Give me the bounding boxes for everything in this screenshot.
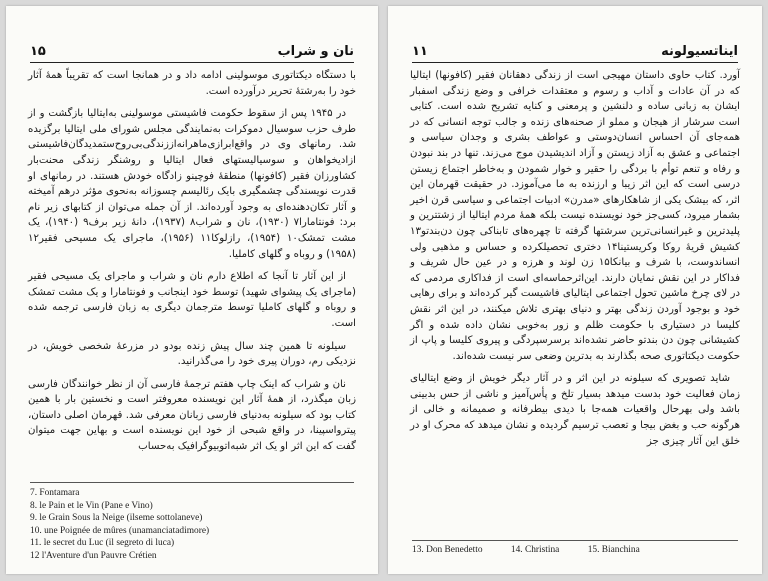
paragraph: شاید تصویری که سیلونه در این اثر و در آثار دیگر خویش از وضع ایتالیای زمان فعالیت خود بدست میدهد بسیار تلخ و پأس‌آمیز و ناشی از حس بدبینی باشد ولی بهرحال واقعیات همه‌جا با دیدی بیطرفانه و صمیمانه و خالی از هرگونه حب و بغض بیجا و تعصب ترسیم گردیده و نشان میدهد که محرک او در خلق این آثار چیزی جز (410, 373, 740, 447)
left-page-body (28, 68, 356, 462)
left-footnotes (30, 482, 354, 563)
footnote: 9. le Grain Sous la Neige (ilseme sottolaneve) (30, 513, 203, 524)
footnote: 8. le Pain et le Vin (Pane e Vino) (30, 500, 153, 511)
right-footnotes (412, 540, 738, 555)
paragraph: نان و شراب که اینک چاپ هفتم ترجمهٔ فارسی آن از نظر خوانندگان فارسی زبان میگذرد، از همهٔ آثار این نویسنده معروفتر است و نخستین بار با همین کتاب بود که سیلونه به‌دنیای فارسی زبانان معرفی شد. قهرمان اصلی داستان، پیترواسپینا، در واقع شبحی از خود این نویسنده است و بهاین جهت میتوان گفت که این اثر او یک اثر شبه‌اتوبیوگرافیک به‌حساب (28, 378, 356, 453)
footnote: 12 l'Aventure d'un Pauvre Crétien (30, 550, 157, 561)
paragraph: سیلونه تا همین چند سال پیش زنده بودو در مزرعهٔ شخصی خویش، در نزدیکی رم، دوران پیری خود را می‌گذرانید. (28, 340, 356, 368)
footnote: 11. le secret du Luc (il segreto di luca) (30, 538, 175, 549)
left-page-number: ۱۵ (30, 44, 46, 59)
right-page-body (410, 68, 740, 456)
footnote: 10. une Poignée de mûres (unamanciatadimore) (30, 525, 210, 536)
footnote: 15. Bianchina (587, 545, 640, 555)
left-page (6, 6, 378, 574)
right-page (388, 6, 762, 574)
paragraph: در ۱۹۴۵ پس از سقوط حکومت فاشیستی موسولینی به‌ایتالیا بازگشت و از طرف حزب سوسیال دموکرات به‌نمایندگی مجلس شورای ملی ایتالیا برگزیده شد. رمانهای وی در واقع‌ابرازی‌ماهرانه‌از‌زندگی‌بی‌روح‌ستمدیدگان‌فاشیستی ازادیخواهان و سوسیالیستهای فعال ایتالیا و روشنگر زندگی محنت‌بار کشاورزان فقیر (کافونها) منطقهٔ فوچینو زادگاه خودش هستند. در رمانهای او قدرت نویسندگی چشمگیری بایک رئالیسم چسوزانه به‌نحوی مؤثر درهم آمیخته و آثار تکان‌دهنده‌ای به وجود آورده‌اند. از آن جمله می‌توان از کتابهای زیر نام برد: فونتامارا۷ (۱۹۳۰)، نان و شراب۸ (۱۹۳۷)، دانهٔ زیر برف۹ (۱۹۴۰)، یک مشت تمشک۱۰ (۱۹۵۴)، رازلوکا۱۱ (۱۹۵۶)، ماجرای یک مسیحی فقیر۱۲ (۱۹۵۸) و روباه و گلهای کاملیا. (28, 108, 357, 260)
right-page-number: ۱۱ (412, 44, 428, 59)
paragraph: از این آثار تا آنجا که اطلاع دارم نان و شراب و ماجرای یک مسیحی فقیر (ماجرای یک پیشوای شهید) توسط خود اینجانب و فونتامارا و یک مشت تمشک و روباه و گلهای کاملیا توسط مترجمان دیگری به زبان فارسی ترجمه شده است. (28, 271, 356, 329)
paragraph: با دستگاه دیکتاتوری موسولینی ادامه داد و در همانجا است که تقریباً همهٔ آثار خود را به‌رشتهٔ تحریر درآورده است. (28, 70, 356, 97)
footnote: 14. Christina (510, 545, 560, 555)
left-page-header (30, 40, 354, 63)
footnote: 7. Fontamara (30, 488, 80, 498)
right-running-title: ایناتسیولونه (661, 44, 738, 59)
paragraph: آورد. کتاب حاوی داستان مهیجی است از زندگی دهقانان فقیر (کافونها) ایتالیا که در آن عادات و آداب و رسوم و معتقدات خرافی و وضع زندگی اسفبار ایشان به زبانی ساده و دلنشین و پرمعنی و کنایه تشریح شده است. کتابی است سرشار از هیجان و مملو از صحنه‌های زنده و جالب توجه انسانی که در همه‌جای آن احساس انسان‌دوستی و عواطف بشری و وجدان سیاسی و اجتماعی و عشق به آزاد زیستن و آزاد اندیشیدن موج می‌زند. تنها در بند نبودن و رفاه و تنعم توأم با بردگی را حقیر و خوار شمودن و به‌خاطر اجتماع زیستن درسی است که این اثر زیبا و ارزنده به ما می‌آموزد. در حقیقت قهرمان این اثر، که بیشک یکی از شاهکارهای «مدرن» ادبیات اجتماعی و سیاسی قرن اخیر بشمار میرود، کسی‌جز خود نویسنده نیست بلکه همهٔ مردم ایتالیا از زشتترین و پلیدترین و غیرانسانی‌ترین سرشتها گرفته تا چهره‌های تابناکی چون دن‌بندتو۱۳ کشیش قریهٔ روکا وکریستینا۱۴ دختری تحصیلکرده و حساس و مذهبی ولی انساندوست، با شرف و بیانکا۱۵ زن لوند و هرزه و در عین حال شریف و فداکار در این نقش نمایان دارند. این‌اثر‌حماسه‌ای است از فداکاری مردمی که در لای چرخ ماشین تحول اجتماعی ایتالیای فاشیست گیر کرده‌اند و برای رهایی خود و بوجود آوردن زندگی بهتر و دنیای بهتری تلاش میکنند، در این اثر نقش کلیسا در دستیاری با حکومت ظلم و زور به‌خوبی نشان داده شده و اگر کشیشانی چون دن بندتو حاضر نشده‌اند برسرسپردگی و پیروی کلیسا و پاپ از حکومت دیکتاتوری صحه بگذارند به بدترین وضعی سر نیست شده‌اند. (410, 70, 740, 362)
left-running-title: نان و شراب (277, 44, 354, 59)
right-page-header (412, 40, 738, 63)
footnote: 13. Don Benedetto (412, 545, 483, 555)
